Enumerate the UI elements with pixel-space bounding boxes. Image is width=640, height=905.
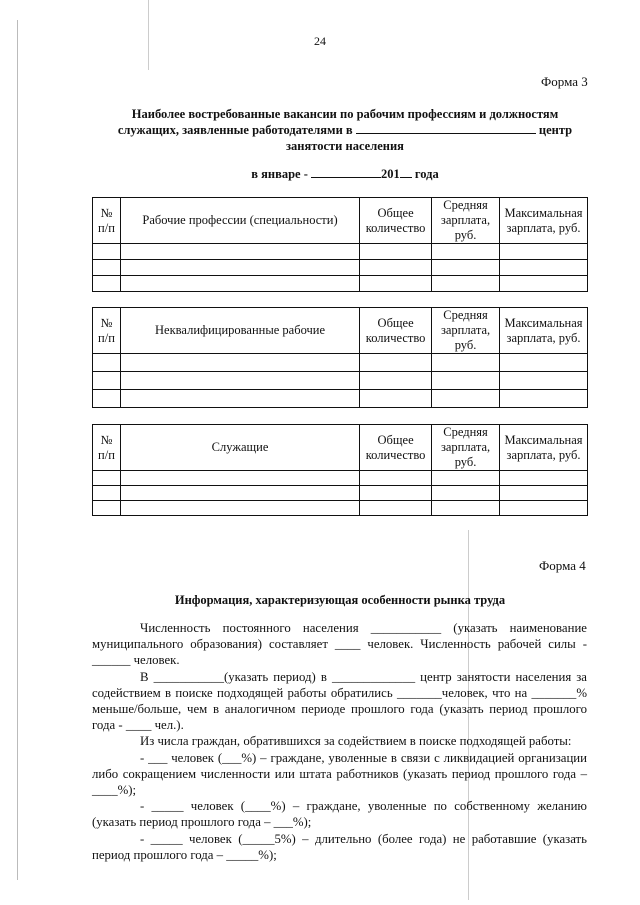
table-cell[interactable]	[93, 354, 121, 372]
table-cell[interactable]	[360, 390, 432, 408]
header-cell: Рабочие профессии (специальности)	[120, 198, 359, 244]
text-run: человек. Численность рабочей силы -	[360, 637, 587, 652]
header-cell: Максимальная зарплата, руб.	[500, 425, 588, 471]
table-cell[interactable]	[120, 390, 359, 408]
table-row	[93, 501, 588, 516]
table-cell[interactable]	[499, 390, 587, 408]
table-cell[interactable]	[432, 354, 500, 372]
text-run: (указать период) в	[223, 669, 332, 684]
table-header-row	[93, 425, 588, 471]
text-run: %);	[292, 815, 312, 830]
table-cell[interactable]	[360, 372, 432, 390]
period-suffix: года	[414, 167, 439, 181]
period-year: 201	[381, 167, 400, 181]
table-cell[interactable]	[120, 244, 359, 260]
text-run: -	[140, 831, 151, 846]
form3-title-line2-suffix: центр	[538, 123, 573, 137]
header-cell: Средняя зарплата, руб.	[432, 425, 500, 471]
fill-blank[interactable]: _______	[531, 685, 577, 700]
fill-blank[interactable]: ____	[245, 799, 271, 814]
form3-title-line1: Наиболее востребованные вакансии по рабочим профессиям и должностям	[131, 107, 559, 121]
table-cell[interactable]	[120, 471, 359, 486]
table-cell[interactable]	[120, 276, 359, 292]
text-run: % меньше/больше, чем в аналогичном периоде прошлого года (указать период прошлого года -	[92, 685, 587, 733]
vacancies-table-unskilled	[92, 307, 588, 408]
fill-blank[interactable]: ___	[273, 815, 293, 830]
vacancies-table-employees	[92, 424, 588, 516]
paragraph-voluntary	[92, 798, 587, 830]
header-cell: Общее количество	[360, 198, 432, 244]
table-cell[interactable]	[360, 244, 432, 260]
paragraph-population	[92, 620, 587, 669]
header-cell: Максимальная зарплата, руб.	[499, 308, 587, 354]
scan-artifact-line	[17, 20, 18, 880]
table-cell[interactable]	[360, 260, 432, 276]
vacancies-table-workers	[92, 197, 588, 292]
header-cell: Общее количество	[360, 425, 432, 471]
table-cell[interactable]	[360, 471, 432, 486]
header-cell: Служащие	[120, 425, 359, 471]
header-cell: № п/п	[93, 308, 121, 354]
header-cell: Средняя зарплата, руб.	[432, 198, 500, 244]
text-run: центр занятости населения за содействием в поиске подходящей работы обратились	[92, 669, 587, 700]
header-cell: Общее количество	[360, 308, 432, 354]
table-cell[interactable]	[499, 354, 587, 372]
table-cell[interactable]	[120, 501, 359, 516]
center-name-blank[interactable]	[356, 122, 536, 134]
form4-title: Информация, характеризующая особенности рынка труда	[174, 593, 506, 607]
text-run: -	[140, 750, 149, 765]
table-row	[93, 471, 588, 486]
text-run: %);	[117, 783, 137, 798]
table-cell[interactable]	[120, 372, 359, 390]
text-run: -	[140, 799, 152, 814]
fill-blank[interactable]: ___________	[370, 621, 442, 635]
table-cell[interactable]	[360, 276, 432, 292]
form3-title-line2-prefix: служащих, заявленные работодателями в	[117, 123, 353, 137]
form4-label: Форма 4	[539, 558, 586, 573]
fill-blank[interactable]: ____	[125, 718, 152, 733]
table-cell[interactable]	[500, 471, 588, 486]
table-cell[interactable]	[432, 471, 500, 486]
form3-period	[95, 166, 595, 182]
table-cell[interactable]	[432, 260, 500, 276]
table-header-row	[93, 308, 588, 354]
table-cell[interactable]	[93, 260, 121, 276]
fill-blank[interactable]: ______	[92, 653, 131, 668]
text-run: человек (	[167, 750, 223, 765]
fill-blank[interactable]: ___	[222, 750, 242, 765]
text-run: 5%) – длительно (более года) не работавшие (указать период прошлого года –	[92, 831, 587, 862]
table-cell[interactable]	[432, 372, 500, 390]
table-cell[interactable]	[120, 486, 359, 501]
text-run: человек.	[130, 653, 180, 668]
table-cell[interactable]	[499, 276, 587, 292]
table-cell[interactable]	[432, 390, 500, 408]
table-cell[interactable]	[360, 501, 432, 516]
table-row	[93, 372, 588, 390]
table-cell[interactable]	[93, 372, 121, 390]
table-row	[93, 486, 588, 501]
text-run: чел.).	[151, 718, 184, 733]
fill-blank[interactable]: _____	[242, 831, 275, 846]
form4-body	[92, 620, 587, 863]
table-cell[interactable]	[360, 486, 432, 501]
period-day-blank[interactable]	[311, 166, 381, 178]
header-cell: Средняя зарплата, руб.	[432, 308, 500, 354]
table-cell[interactable]	[432, 501, 500, 516]
page-number: 24	[314, 34, 326, 48]
text-run: %) – граждане, уволенные в связи с ликвидацией организации либо сокращением численности или штата работников (указать период прошлого года –	[92, 750, 587, 781]
table-cell[interactable]	[93, 244, 121, 260]
table-cell[interactable]	[93, 390, 121, 408]
paragraph-applicants	[92, 669, 587, 734]
fill-blank[interactable]: _____________	[331, 669, 416, 684]
table-cell[interactable]	[500, 486, 588, 501]
table-cell[interactable]	[499, 244, 587, 260]
table-cell[interactable]	[432, 244, 500, 260]
table-cell[interactable]	[499, 260, 587, 276]
fill-blank[interactable]: ____	[334, 637, 361, 652]
table-row	[93, 244, 588, 260]
table-cell[interactable]	[499, 372, 587, 390]
fill-blank[interactable]: ___________	[153, 669, 224, 684]
table-header-row	[93, 198, 588, 244]
table-row	[93, 260, 588, 276]
fill-blank[interactable]: ___	[148, 750, 168, 765]
fill-blank[interactable]: _____	[150, 831, 183, 846]
table-row	[93, 276, 588, 292]
paragraph-long-term	[92, 831, 587, 863]
table-cell[interactable]	[432, 486, 500, 501]
text-run: человек (	[183, 799, 246, 814]
text-run: человек (	[182, 831, 243, 846]
table-cell[interactable]	[360, 354, 432, 372]
form3-title-line3: занятости населения	[286, 139, 404, 153]
table-cell[interactable]	[120, 260, 359, 276]
fill-blank[interactable]: _______	[397, 685, 442, 700]
table-cell[interactable]	[93, 276, 121, 292]
text-run: %) – граждане, уволенные по собственному желанию (указать период прошлого года –	[92, 799, 587, 830]
header-cell: № п/п	[93, 425, 121, 471]
fill-blank[interactable]: _____	[151, 799, 184, 814]
text-run: (указать наименование муниципального образования) составляет	[92, 621, 587, 652]
form3-label: Форма 3	[541, 74, 588, 89]
paragraph-liquidation	[92, 750, 587, 799]
table-row	[93, 354, 588, 372]
header-cell: Неквалифицированные рабочие	[120, 308, 359, 354]
table-cell[interactable]	[93, 501, 121, 516]
table-cell[interactable]	[432, 276, 500, 292]
table-cell[interactable]	[93, 471, 121, 486]
text-run: человек, что на	[441, 685, 532, 700]
table-cell[interactable]	[120, 354, 359, 372]
period-prefix: в январе -	[251, 167, 308, 181]
table-cell[interactable]	[93, 486, 121, 501]
paragraph-breakdown-intro	[92, 733, 587, 749]
header-cell: № п/п	[93, 198, 121, 244]
text-run: В	[140, 669, 154, 684]
form3-title-line2	[95, 122, 595, 138]
table-row	[93, 390, 588, 408]
header-cell: Максимальная зарплата, руб.	[499, 198, 587, 244]
fill-blank[interactable]: _____	[226, 847, 259, 862]
period-year-blank[interactable]	[400, 166, 412, 178]
text-run: %);	[258, 847, 277, 862]
table-cell[interactable]	[500, 501, 588, 516]
text-run: Из числа граждан, обратившихся за содействием в поиске подходящей работы:	[140, 734, 572, 749]
fill-blank[interactable]: ____	[92, 783, 118, 798]
form3-title	[95, 106, 595, 154]
text-run: Численность постоянного населения	[140, 621, 371, 635]
